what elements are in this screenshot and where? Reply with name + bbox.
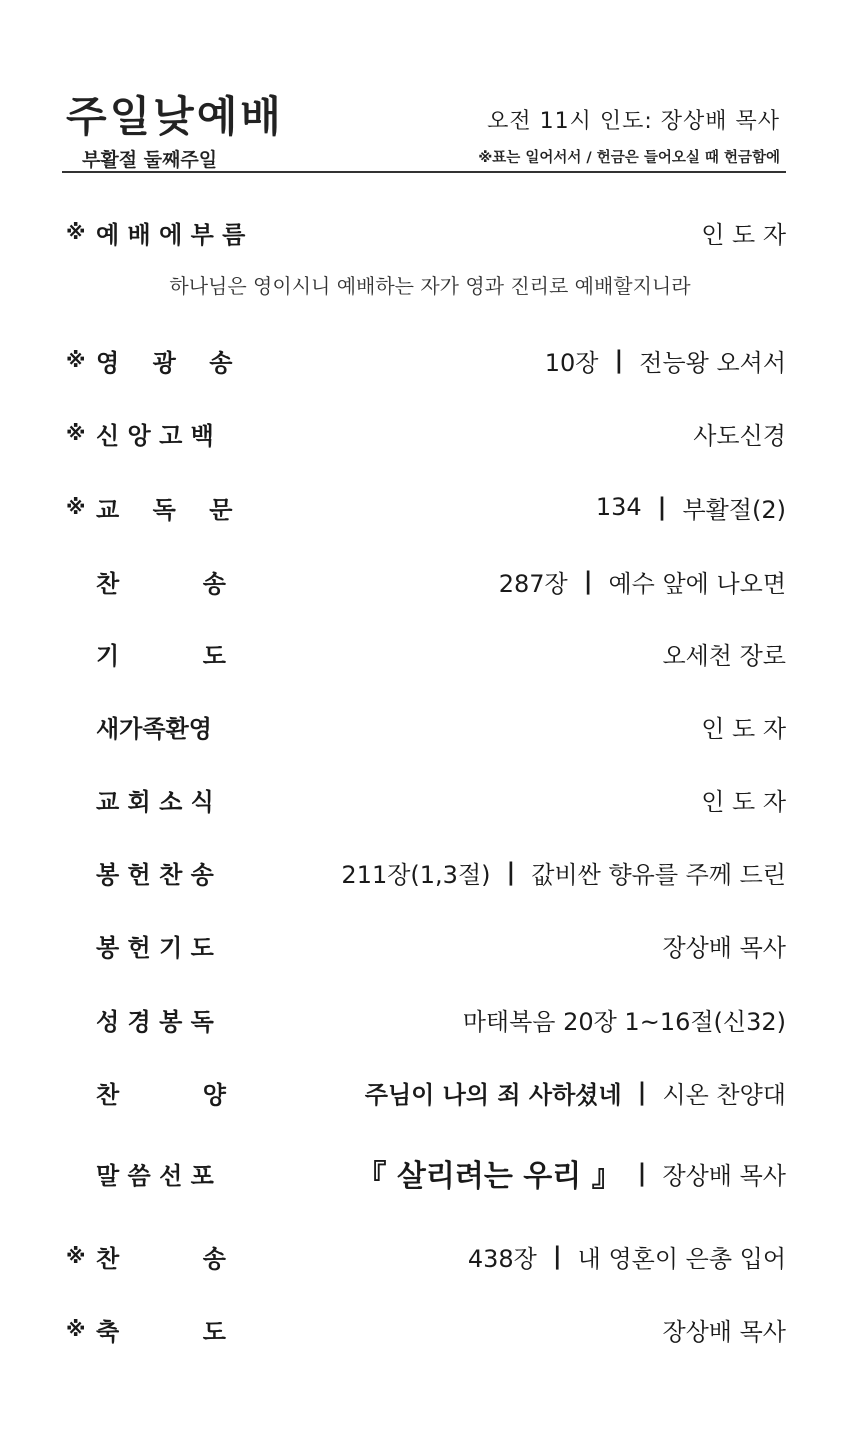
order-label: 축 도 [96, 1317, 226, 1346]
hymn-title: 내 영혼이 은총 입어 [577, 1244, 786, 1273]
hymn-number: 287장 [498, 569, 568, 598]
order-value: 장상배 목사 [662, 1317, 786, 1346]
order-label: 기 도 [96, 641, 226, 670]
order-value: 장상배 목사 [662, 933, 786, 962]
order-item-offering-prayer [66, 925, 786, 965]
order-value: 오세천 장로 [662, 641, 786, 670]
order-item-scripture-reading [66, 999, 786, 1039]
order-label: 말 씀 선 포 [96, 1161, 214, 1190]
hymn-title: 값비싼 향유를 주께 드린 [531, 860, 786, 889]
order-value: 사도신경 [693, 421, 786, 450]
order-item-creed [66, 413, 786, 453]
order-item-announcements [66, 779, 786, 819]
reading-title: 부활절(2) [682, 495, 786, 524]
reading-number: 134 [595, 493, 642, 521]
order-value: 인 도 자 [701, 787, 786, 816]
order-label: 봉 헌 기 도 [96, 933, 214, 962]
subtitle: 부활절 둘째주일 [82, 149, 218, 171]
order-label: 봉 헌 찬 송 [96, 860, 214, 889]
order-label: 교 독 문 [96, 495, 233, 524]
standing-mark: ※ [66, 421, 86, 445]
order-value: 인 도 자 [701, 714, 786, 743]
order-item-responsive-reading [66, 487, 786, 527]
page-title: 주일낮예배 [66, 92, 284, 141]
separator: | [552, 1242, 562, 1270]
order-item-call-to-worship [66, 212, 786, 252]
order-item-sermon [66, 1153, 786, 1193]
order-item-benediction [66, 1309, 786, 1349]
standing-mark: ※ [66, 348, 86, 372]
standing-mark: ※ [66, 495, 86, 519]
separator: | [506, 858, 516, 886]
hymn-number: 10장 [544, 348, 599, 377]
order-label: 새가족환영 [96, 714, 212, 743]
separator: | [583, 567, 593, 595]
choir-name: 시온 찬양대 [662, 1080, 786, 1109]
order-item-doxology [66, 340, 786, 380]
standing-mark: ※ [66, 1317, 86, 1341]
sermon-title: 『 살리려는 우리 』 [356, 1159, 622, 1194]
order-item-hymn [66, 561, 786, 601]
order-item-prayer [66, 633, 786, 673]
order-label: 성 경 봉 독 [96, 1007, 214, 1036]
scripture-verse: 하나님은 영이시니 예배하는 자가 영과 진리로 예배할지니라 [169, 274, 691, 298]
hymn-title: 예수 앞에 나오면 [608, 569, 786, 598]
header-divider [62, 171, 786, 173]
order-item-closing-hymn [66, 1236, 786, 1276]
separator: | [614, 346, 624, 374]
separator: | [637, 1159, 647, 1187]
standing-mark: ※ [66, 220, 86, 244]
order-label: 예 배 에 부 름 [96, 220, 246, 249]
standing-note: ※표는 일어서서 / 헌금은 들어오실 때 헌금함에 [478, 150, 780, 166]
order-label: 찬 송 [96, 1244, 226, 1273]
order-label: 교 회 소 식 [96, 787, 214, 816]
order-item-anthem [66, 1072, 786, 1112]
hymn-number: 438장 [467, 1244, 537, 1273]
standing-mark: ※ [66, 1244, 86, 1268]
order-label: 찬 송 [96, 569, 226, 598]
order-item-welcome [66, 706, 786, 746]
order-label: 영 광 송 [96, 348, 233, 377]
service-time-leader: 오전 11시 인도: 장상배 목사 [487, 109, 780, 134]
hymn-number: 211장(1,3절) [341, 860, 491, 889]
order-value: 마태복음 20장 1~16절(신32) [462, 1007, 786, 1036]
separator: | [637, 1078, 647, 1106]
order-item-offering-hymn [66, 852, 786, 892]
hymn-title: 전능왕 오셔서 [639, 348, 786, 377]
order-label: 찬 양 [96, 1080, 226, 1109]
separator: | [657, 493, 667, 521]
preacher-name: 장상배 목사 [662, 1161, 786, 1190]
order-label: 신 앙 고 백 [96, 421, 214, 450]
order-value: 인 도 자 [701, 220, 786, 249]
anthem-title: 주님이 나의 죄 사하셨네 [364, 1080, 622, 1109]
